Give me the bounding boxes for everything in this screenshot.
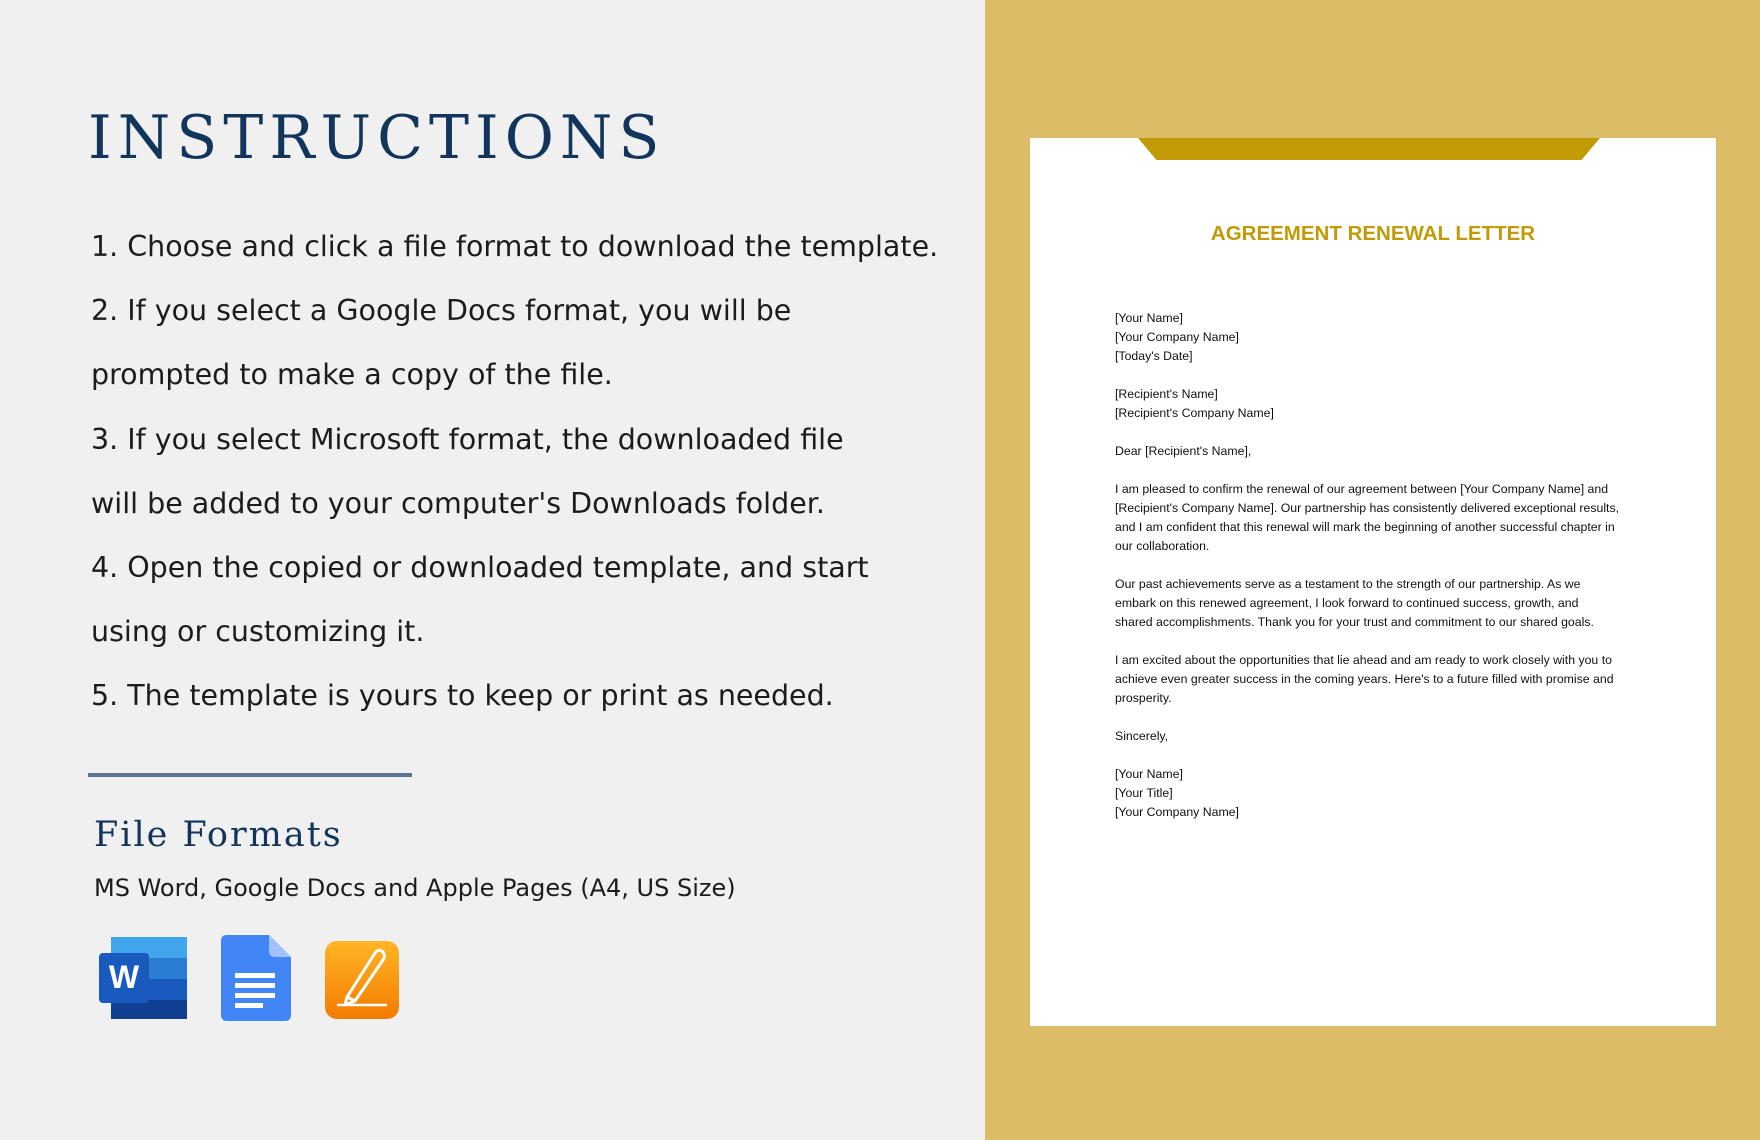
google-docs-icon[interactable]: [221, 935, 291, 1021]
signature-line: [Your Company Name]: [1115, 805, 1239, 819]
spacer: [1115, 461, 1655, 480]
sender-line: [Today's Date]: [1115, 349, 1193, 363]
instruction-list: [91, 215, 961, 729]
spacer: [1115, 632, 1655, 651]
instructions-heading: INSTRUCTIONS: [88, 103, 666, 173]
paragraph-line: I am excited about the opportunities that lie ahead and am ready to work closely with you to: [1115, 653, 1612, 667]
paragraph-line: [Recipient's Company Name]. Our partnership has consistently delivered exceptional results,: [1115, 501, 1620, 515]
word-icon[interactable]: [97, 935, 189, 1021]
paragraph-line: achieve even greater success in the coming years. Here's to a future filled with promise and: [1115, 672, 1614, 686]
paragraph-line: prosperity.: [1115, 691, 1172, 705]
spacer: [1115, 556, 1655, 575]
recipient-line: [Recipient's Company Name]: [1115, 406, 1274, 420]
spacer: [1115, 708, 1655, 727]
file-formats-title: File Formats: [94, 815, 343, 855]
paragraph-line: and I am confident that this renewal will mark the beginning of another successful chapter in: [1115, 520, 1615, 534]
spacer: [1115, 746, 1655, 765]
spacer: [1115, 423, 1655, 442]
apple-pages-icon-graphic: [323, 935, 401, 1021]
apple-pages-icon[interactable]: [323, 935, 401, 1021]
sender-line: [Your Name]: [1115, 311, 1183, 325]
section-divider: [88, 773, 412, 777]
instruction-line: using or customizing it.: [91, 615, 425, 649]
signature-line: [Your Title]: [1115, 786, 1173, 800]
sender-line: [Your Company Name]: [1115, 330, 1239, 344]
google-docs-icon-graphic: [221, 935, 291, 1021]
word-icon-graphic: [97, 935, 189, 1021]
salutation: Dear [Recipient's Name],: [1115, 444, 1252, 458]
letter-preview: [1030, 138, 1716, 1026]
paragraph-line: I am pleased to confirm the renewal of our agreement between [Your Company Name] and: [1115, 482, 1609, 496]
instruction-line: 3. If you select Microsoft format, the downloaded file: [91, 422, 844, 456]
instruction-line: 1. Choose and click a file format to download the template.: [91, 230, 939, 263]
spacer: [1115, 366, 1655, 385]
paragraph-line: our collaboration.: [1115, 539, 1210, 553]
recipient-line: [Recipient's Name]: [1115, 387, 1218, 401]
file-formats-description: MS Word, Google Docs and Apple Pages (A4, US Size): [94, 874, 736, 902]
letter-body: [1115, 309, 1655, 822]
instruction-line: will be added to your computer's Downloads folder.: [91, 486, 825, 520]
paragraph-line: Our past achievements serve as a testament to the strength of our partnership. As we: [1115, 577, 1581, 591]
instruction-line: 4. Open the copied or downloaded template, and start: [91, 550, 869, 584]
closing: Sincerely,: [1115, 729, 1169, 743]
signature-line: [Your Name]: [1115, 767, 1183, 781]
letter-title: AGREEMENT RENEWAL LETTER: [1210, 222, 1536, 245]
instruction-line: 5. The template is yours to keep or print as needed.: [91, 679, 834, 713]
header-tab-decoration: [1138, 138, 1600, 160]
instruction-line: prompted to make a copy of the file.: [91, 358, 613, 392]
paragraph-line: shared accomplishments. Thank you for your trust and commitment to our shared goals.: [1115, 615, 1594, 629]
instruction-line: 2. If you select a Google Docs format, you will be: [91, 294, 792, 328]
svg-text:W: W: [108, 959, 140, 995]
paragraph-line: embark on this renewed agreement, I look forward to continued success, growth, and: [1115, 596, 1579, 610]
